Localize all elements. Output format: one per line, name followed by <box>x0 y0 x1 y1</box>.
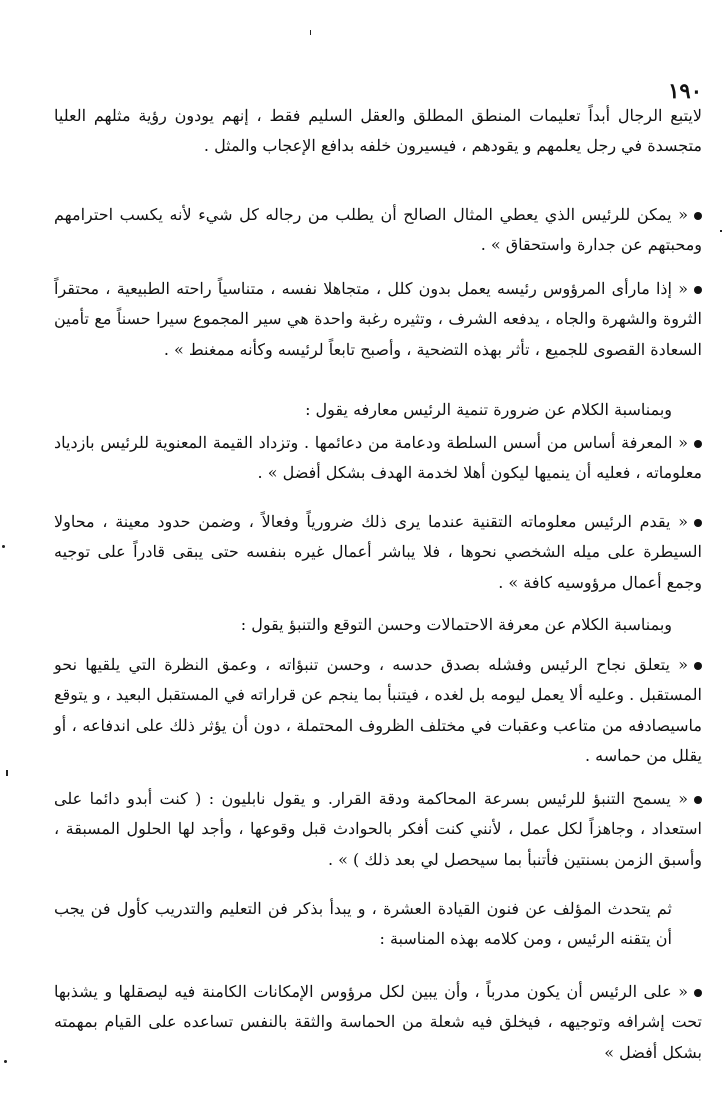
paragraph-intro: لايتبع الرجال أبداً تعليمات المنطق المطلق والعقل السليم فقط ، إنهم يودون رؤية مثلهم العليا متجسدة في رجل يعلمهم و يقودهم ، فيسيرون خلفه بدافع الإعجاب والمثل . <box>54 106 702 156</box>
bullet-icon <box>694 519 702 527</box>
quote-paragraph: « يمكن للرئيس الذي يعطي المثال الصالح أن يطلب من رجاله كل شيء لأنه يكسب احترامهم ومحبتهم عن جدارة واستحقاق » . <box>54 205 702 255</box>
quote-paragraph: « المعرفة أساس من أسس السلطة ودعامة من دعائمها . وتزداد القيمة المعنوية للرئيس بازدياد معلوماته ، فعليه أن ينميها ليكون أهلا لخدمة الهدف بشكل أفضل » . <box>54 433 702 483</box>
quote-paragraph: « يقدم الرئيس معلوماته التقنية عندما يرى ذلك ضرورياً وفعالاً ، وضمن حدود معينة ، محاولا السيطرة على ميله الشخصي نحوها ، فلا يباشر أعمال غيره بنفسه حتى يبقى قادراً على توجيه وجمع أعمال مرؤوسيه كافة » . <box>54 512 702 592</box>
quote-paragraph: « يسمح التنبؤ للرئيس بسرعة المحاكمة ودقة القرار. و يقول نابليون : ( كنت أبدو دائما على استعداد ، وجاهزاً لكل عمل ، لأنني كنت أفكر بالحوادث قبل وقوعها ، وأجد لها الحلول المسبقة ، وأسبق الزمن بسنتين فأتنبأ بما سيحصل لي بعد ذلك ) » . <box>54 789 702 869</box>
quote-paragraph: « إذا مارأى المرؤوس رئيسه يعمل بدون كلل ، متجاهلا نفسه ، متناسياً راحته الطبيعية ، محتقراً الثروة والشهرة والجاه ، يدفعه الشرف ، وتثيره رغبة واحدة هي سير المجموع سيرا حسناً مع تأمين السعادة القصوى للجميع ، تأثر بهذه التضحية ، وأصبح تابعاً لرئيسه وكأنه ممغنط » . <box>54 279 702 359</box>
paragraph-transition: وبمناسبة الكلام عن معرفة الاحتمالات وحسن التوقع والتنبؤ يقول : <box>240 615 672 634</box>
scan-speck <box>6 770 8 776</box>
bullet-icon <box>694 440 702 448</box>
scan-speck <box>2 545 5 548</box>
bullet-icon <box>694 662 702 670</box>
bullet-icon <box>694 212 702 220</box>
scan-speck <box>4 1060 7 1063</box>
paragraph-transition: وبمناسبة الكلام عن ضرورة تنمية الرئيس معارفه يقول : <box>305 400 672 419</box>
quote-paragraph: « يتعلق نجاح الرئيس وفشله بصدق حدسه ، وحسن تنبؤاته ، وعمق النظرة التي يلقيها نحو المستقبل . وعليه ألا يعمل ليومه بل لغده ، فيتنبأ بما ينجم عن قراراته في المستقبل البعيد ، و يتوقع ماسيصادفه من متاعب وعقبات في مختلف الظروف المحتملة ، دون أن يؤثر ذلك على اندفاعه ، أو يقلل من حماسه . <box>54 655 702 766</box>
bullet-icon <box>694 989 702 997</box>
quote-paragraph: « على الرئيس أن يكون مدرباً ، وأن يبين لكل مرؤوس الإمكانات الكامنة فيه ليصقلها و يشذبها تحت إشرافه وتوجيهه ، فيخلق فيه شعلة من الحماسة والثقة بالنفس تساعده على القيام بمهمته بشكل أفضل » <box>54 982 702 1062</box>
bullet-icon <box>694 286 702 294</box>
page-number: ١٩٠ <box>668 78 702 103</box>
scan-speck <box>310 30 311 35</box>
paragraph-transition: ثم يتحدث المؤلف عن فنون القيادة العشرة ، و يبدأ بذكر فن التعليم والتدريب كأول فن يجب أن يتقنه الرئيس ، ومن كلامه بهذه المناسبة : <box>54 899 672 949</box>
bullet-icon <box>694 796 702 804</box>
